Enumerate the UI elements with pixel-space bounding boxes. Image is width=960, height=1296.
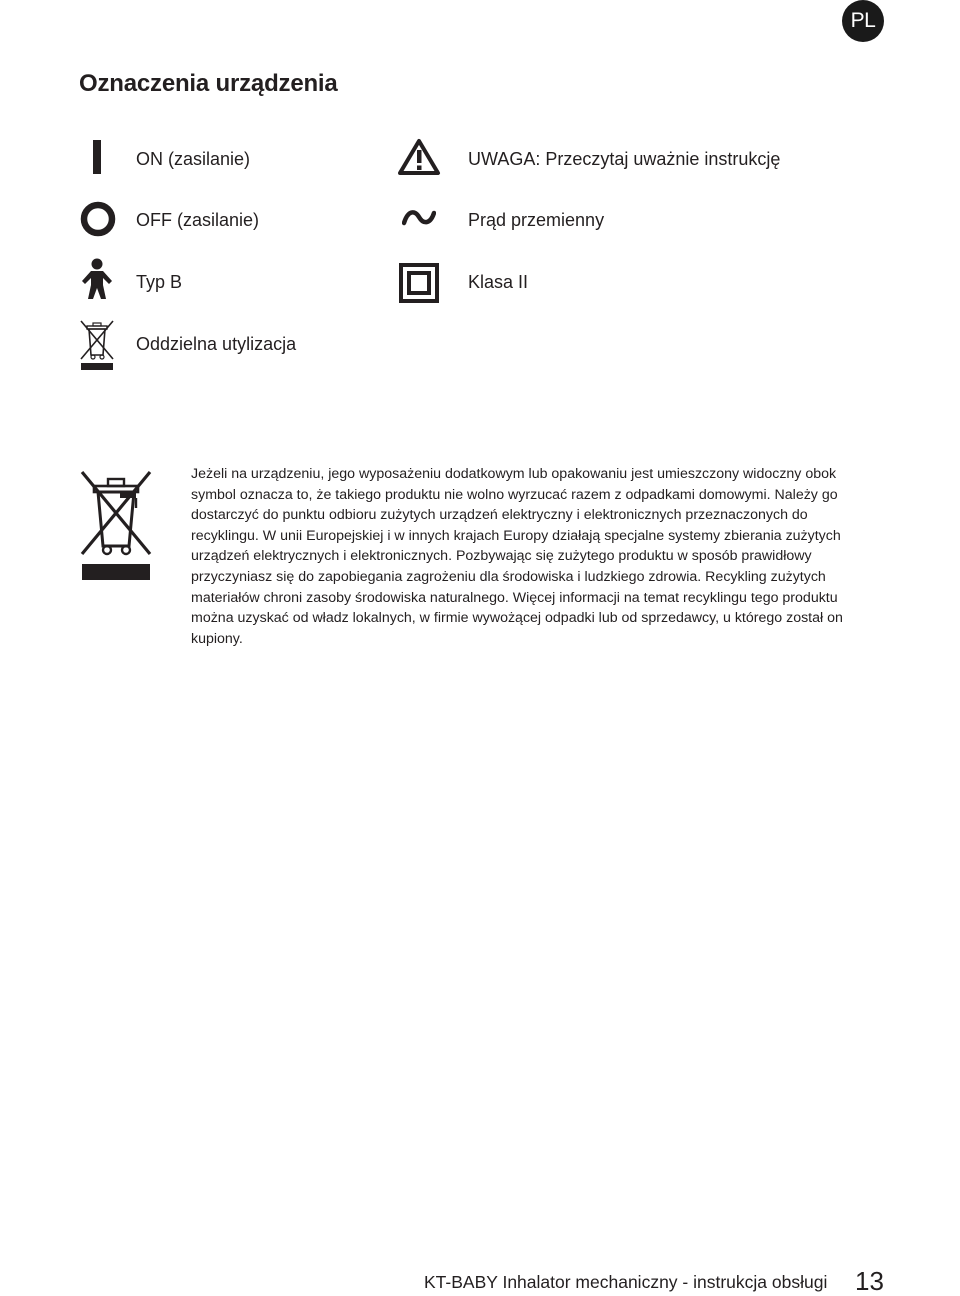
- page-title: Oznaczenia urządzenia: [79, 70, 338, 97]
- page-number: 13: [855, 1266, 884, 1296]
- on-label: ON (zasilanie): [136, 149, 251, 169]
- warning-triangle-icon: [397, 138, 441, 176]
- class-ii-double-square-icon: [399, 263, 439, 303]
- class-ii-label: Klasa II: [468, 272, 529, 292]
- crossed-bin-icon: [79, 319, 115, 371]
- type-b-person-icon: [80, 258, 114, 300]
- ac-label: Prąd przemienny: [468, 210, 605, 230]
- paragraph-line: recyklingu. W unii Europejskiej i w innych krajach Europy działają specjalne systemy zbierania zużytych: [191, 527, 841, 544]
- crossed-bin-icon: [80, 468, 152, 587]
- paragraph-line: dostarczyć do punktu odbioru zużytych urządzeń elektryczny i elektronicznych przeznaczonych do: [191, 507, 808, 524]
- language-badge: PL: [842, 0, 884, 42]
- power-on-icon: [92, 140, 102, 176]
- type-b-label: Typ B: [136, 272, 183, 292]
- footer-title: KT-BABY Inhalator mechaniczny - instrukcja obsługi: [424, 1272, 828, 1292]
- weee-paragraph: [191, 464, 891, 649]
- paragraph-line: można uzyskać od władz lokalnych, w firmie wywożącej odpadki lub od sprzedawcy, u którego został on: [191, 610, 843, 627]
- weee-label: Oddzielna utylizacja: [136, 334, 297, 354]
- warning-label: UWAGA: Przeczytaj uważnie instrukcję: [468, 149, 781, 169]
- paragraph-line: symbol oznacza to, że takiego produktu nie wolno wyrzucać razem z odpadkami domowymi. Należy go: [191, 486, 838, 503]
- paragraph-line: materiałów chroni zasoby środowiska naturalnego. Więcej informacji na temat recyklingu tego produktu: [191, 589, 838, 606]
- paragraph-line: przyczyniasz się do zapobiegania zagrożeniu dla środowiska i ludzkiego zdrowia. Recykling zużytych: [191, 568, 826, 585]
- off-label: OFF (zasilanie): [136, 210, 260, 230]
- power-off-icon: [80, 201, 116, 237]
- paragraph-line: Jeżeli na urządzeniu, jego wyposażeniu dodatkowym lub opakowaniu jest umieszczony widoczny obok: [191, 466, 837, 482]
- alternating-current-icon: [402, 208, 436, 228]
- paragraph-line: kupiony.: [191, 630, 243, 647]
- paragraph-line: urządzeń elektrycznych i elektronicznych. Pozbywając się zużytego produktu w sposób prawidłowy: [191, 548, 812, 565]
